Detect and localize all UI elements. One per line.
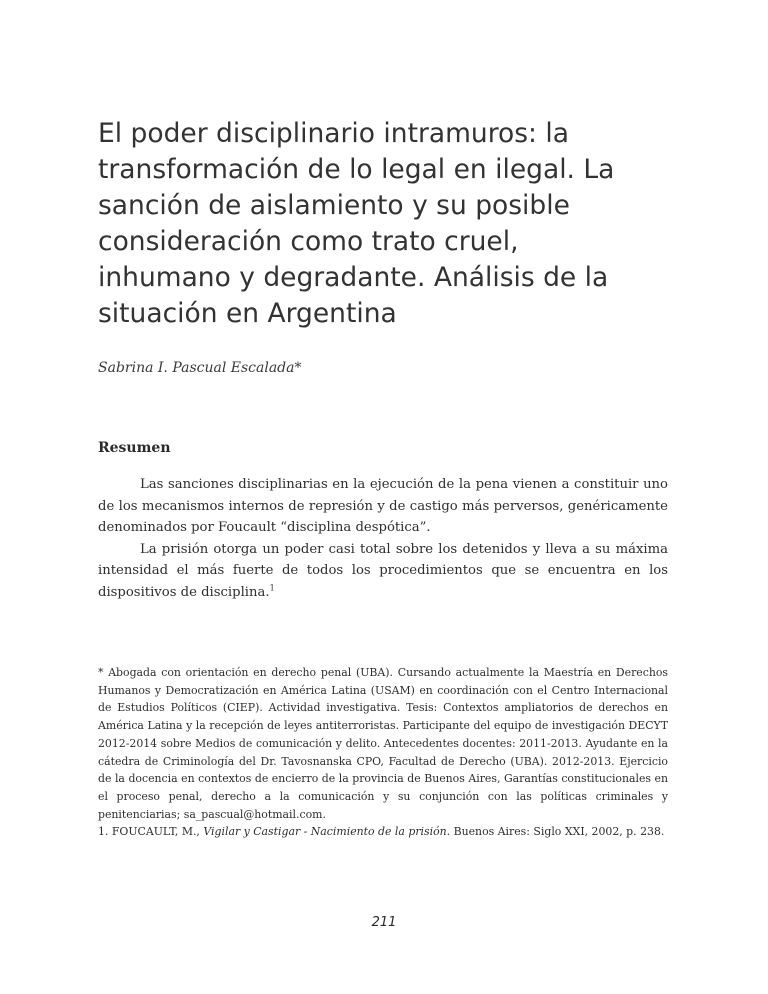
abstract-body — [98, 474, 668, 603]
article-title — [98, 116, 658, 332]
abstract-paragraph — [98, 539, 668, 604]
footnotes — [98, 664, 668, 841]
footnote-reference[interactable]: 1 — [269, 583, 275, 593]
title-line: El poder disciplinario intramuros: la — [98, 118, 569, 149]
title-line: consideración como trato cruel, — [98, 226, 519, 257]
footnote-1 — [98, 823, 668, 841]
author-footnote: * Abogada con orientación en derecho penal (UBA). Cursando actualmente la Maestría en Derechos Humanos y Democratización en América Latina (USAM) en coordinación con el Centro Internacional de Estudios Políticos (CIEP). Actividad investigativa. Tesis: Contextos ampliatorios de derechos en América Latina y la recepción de leyes antiterroristas. Participante del equipo de investigación DECYT 2012-2014 sobre Medios de comunicación y delito. Antecedentes docentes: 2011-2013. Ayudante en la cátedra de Criminología del Dr. Tavosnanska CPO, Facultad de Derecho (UBA). 2012-2013. Ejercicio de la docencia en contextos de encierro de la provincia de Buenos Aires, Garantías constitucionales en el proceso penal, derecho a la comunicación y su conjunción con las políticas criminales y penitenciarias; sa_pascual@hotmail.com. — [98, 666, 668, 821]
footnote-1-suffix: . Buenos Aires: Siglo XXI, 2002, p. 238. — [446, 825, 665, 839]
title-line: transformación de lo legal en ilegal. La — [98, 154, 615, 185]
footnote-1-prefix: 1. FOUCAULT, M., — [98, 825, 204, 839]
footnote-1-book-title: Vigilar y Castigar - Nacimiento de la prisión — [203, 825, 447, 839]
author-name: Sabrina I. Pascual Escalada* — [98, 360, 302, 376]
title-line: situación en Argentina — [98, 298, 397, 329]
abstract-paragraph-text: La prisión otorga un poder casi total sobre los detenidos y lleva a su máxima intensidad el más fuerte de todos los procedimientos que se encuentra en los dispositivos de disciplina. — [98, 541, 668, 600]
title-line: sanción de aislamiento y su posible — [98, 190, 570, 221]
page-number: 211 — [371, 915, 397, 930]
abstract-heading: Resumen — [98, 440, 171, 456]
abstract-paragraph-text: Las sanciones disciplinarias en la ejecución de la pena vienen a constituir uno de los mecanismos internos de represión y de castigo más perversos, genéricamente denominados por Foucault “disciplina despótica”. — [98, 477, 668, 535]
title-line: inhumano y degradante. Análisis de la — [98, 262, 609, 293]
abstract-paragraph — [98, 474, 668, 539]
